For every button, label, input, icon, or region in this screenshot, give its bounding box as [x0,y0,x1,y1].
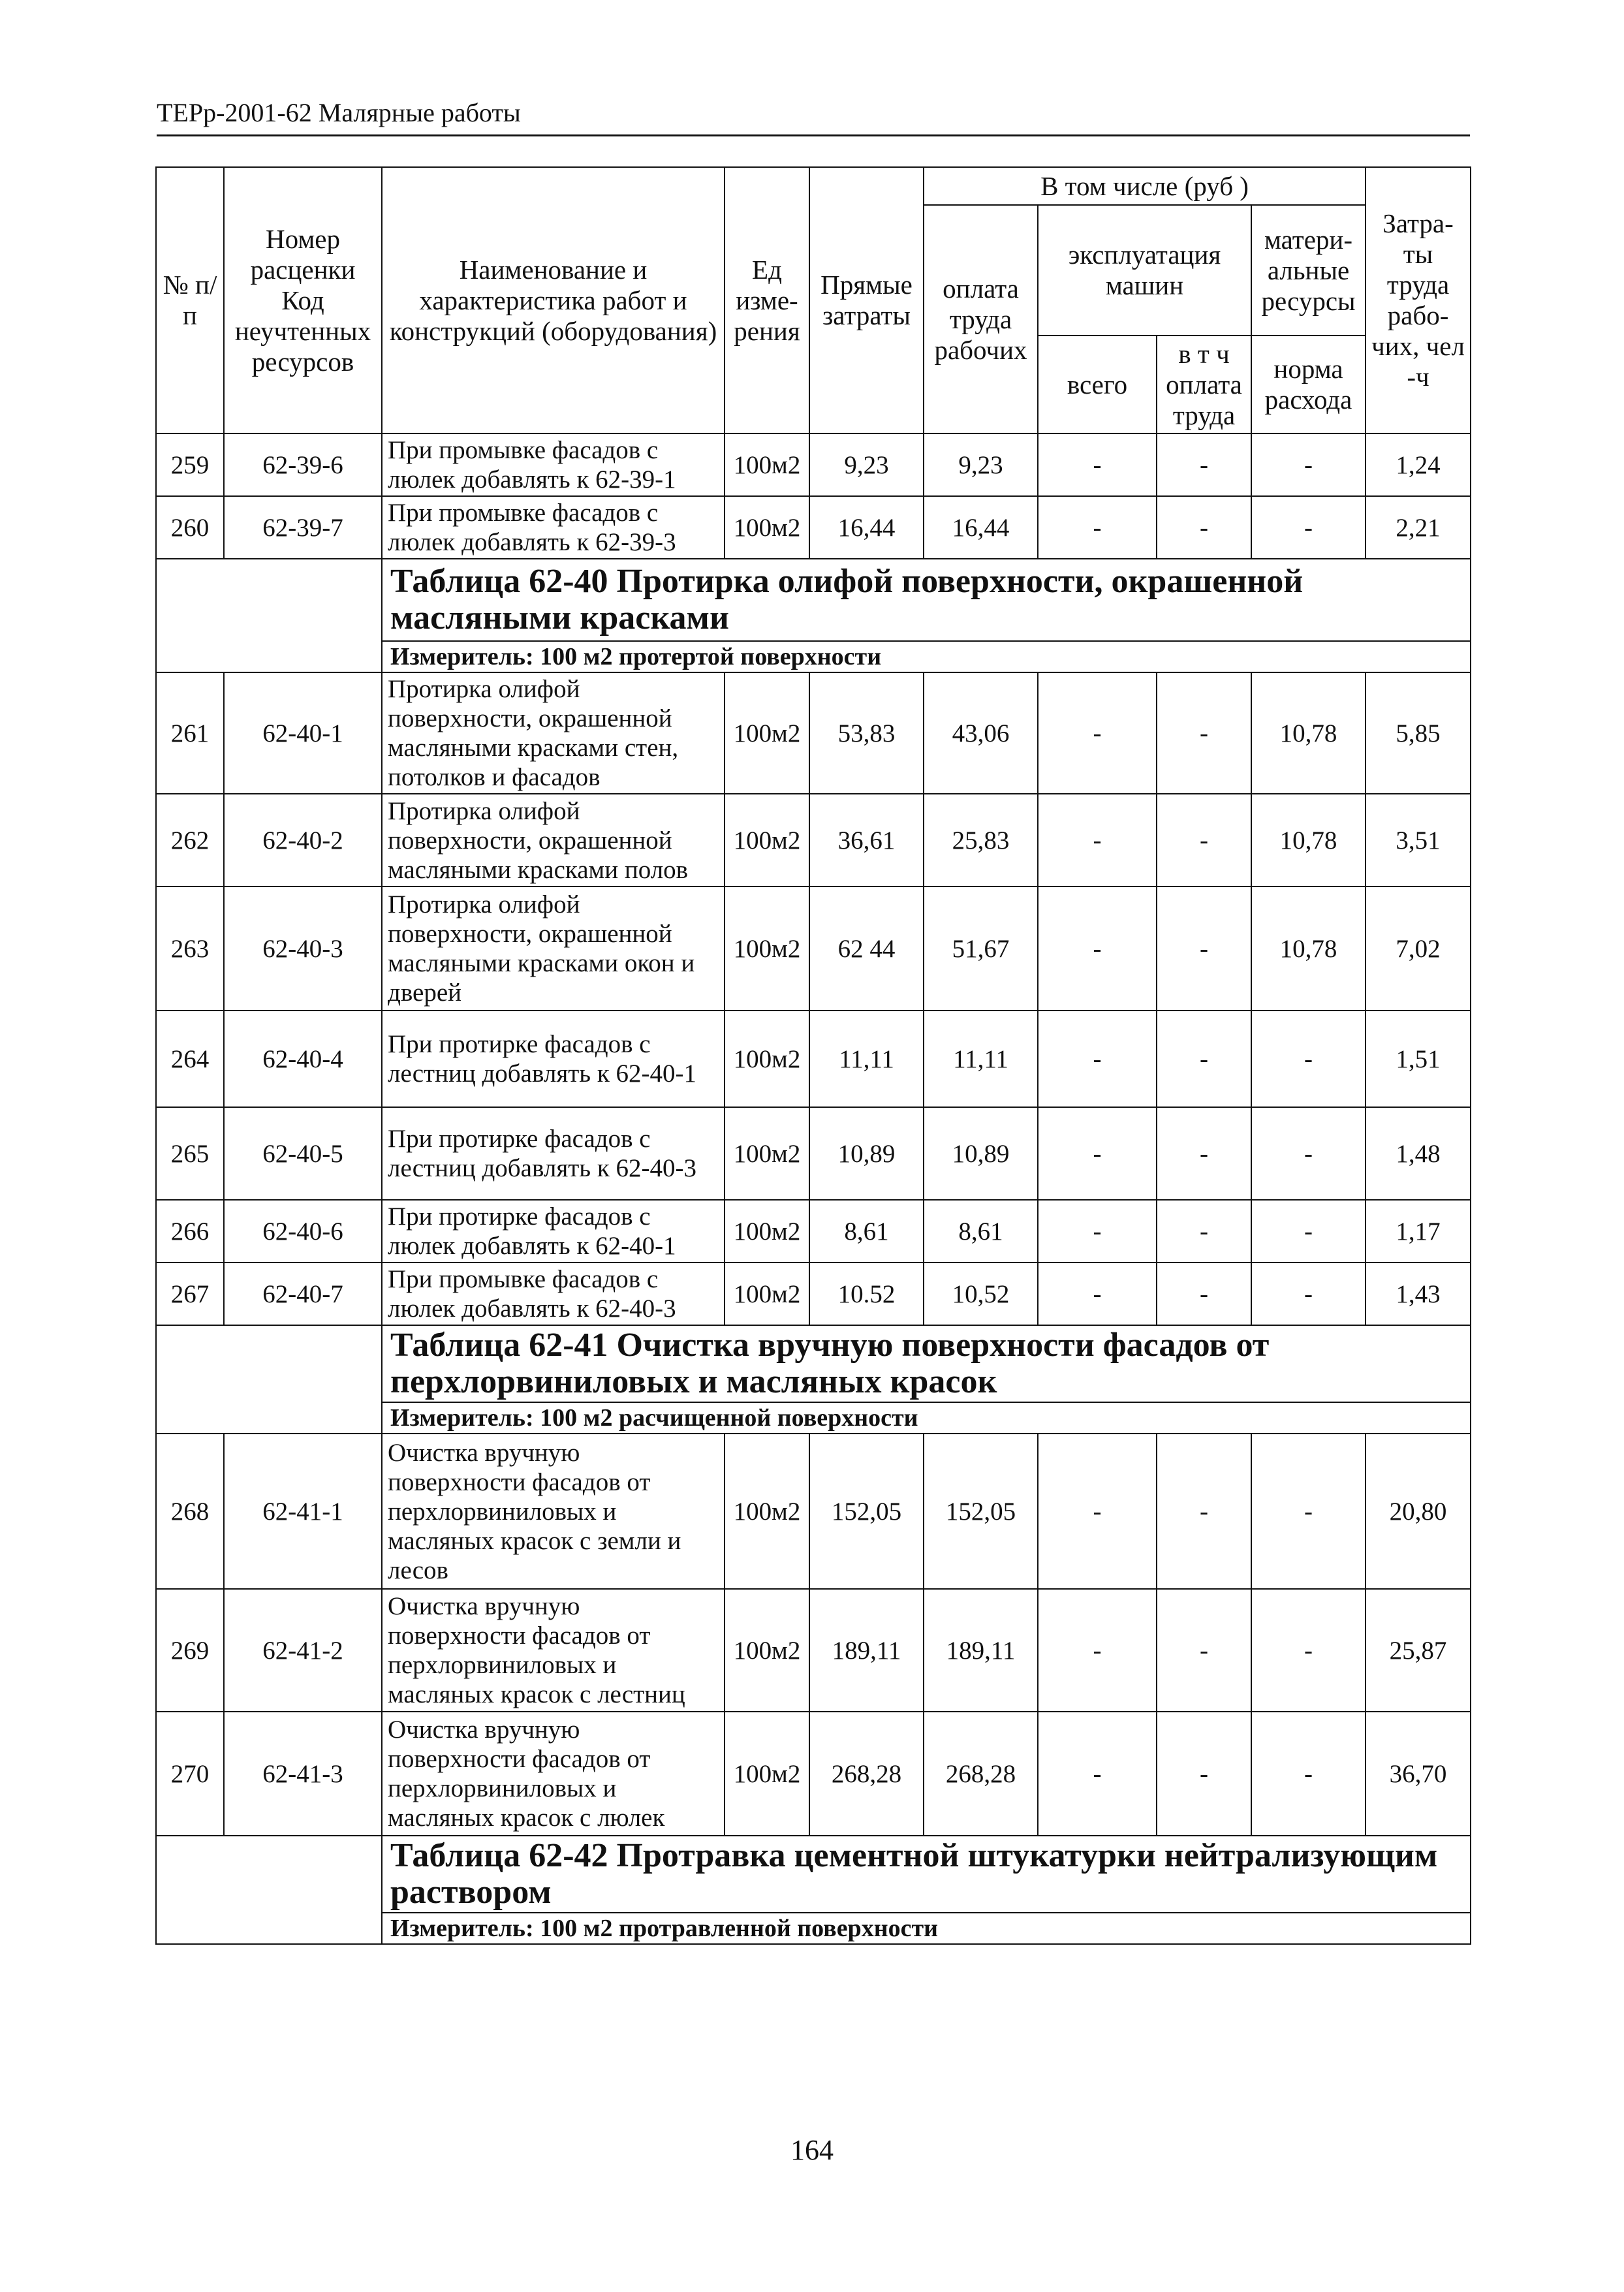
row-code: 62-40-7 [224,1263,382,1325]
row-materials-norm: 10,78 [1251,887,1366,1011]
row-labor-pay: 152,05 [924,1434,1038,1589]
table-row [156,1589,1471,1712]
row-num: 260 [156,496,224,559]
table-row [156,672,1471,794]
section-measure: Измеритель: 100 м2 протертой поверхности [382,641,1471,672]
row-machines-total: - [1038,1107,1157,1200]
col-header-name: Наименование и характеристика работ и конструкций (оборудования) [382,167,725,433]
row-description: Очистка вручную поверхности фасадов от перхлорвиниловых и масляных красок с люлек [382,1712,725,1836]
table-row [156,887,1471,1011]
section-title: Таблица 62-42 Протравка цементной штукатурки нейтрализующим раствором [382,1836,1471,1913]
row-code: 62-41-2 [224,1589,382,1712]
row-labor-pay: 10,52 [924,1263,1038,1325]
row-machines-pay: - [1157,1712,1251,1836]
row-machines-pay: - [1157,887,1251,1011]
row-labor-hours: 1,51 [1366,1011,1471,1107]
row-unit: 100м2 [725,1107,809,1200]
row-unit: 100м2 [725,1011,809,1107]
table-row [156,496,1471,559]
row-description: При протирке фасадов с лестниц добавлять к 62-40-1 [382,1011,725,1107]
row-labor-hours: 1,24 [1366,433,1471,496]
section-title: Таблица 62-41 Очистка вручную поверхности фасадов от перхлорвиниловых и масляных красок [382,1325,1471,1402]
row-direct-cost: 11,11 [809,1011,924,1107]
row-code: 62-41-3 [224,1712,382,1836]
row-description: При промывке фасадов с люлек добавлять к 62-40-3 [382,1263,725,1325]
section-title: Таблица 62-40 Протирка олифой поверхности, окрашенной масляными красками [382,559,1471,641]
col-header-num: № п/п [156,167,224,433]
table-row [156,1434,1471,1589]
col-header-materials-norm: норма расхода [1251,336,1366,433]
row-materials-norm: 10,78 [1251,794,1366,887]
row-unit: 100м2 [725,794,809,887]
row-materials-norm: - [1251,1263,1366,1325]
row-machines-pay: - [1157,1107,1251,1200]
col-header-pay: оплата труда рабочих [924,205,1038,433]
table-row [156,433,1471,496]
table-row [156,794,1471,887]
row-code: 62-41-1 [224,1434,382,1589]
row-labor-hours: 1,43 [1366,1263,1471,1325]
row-machines-pay: - [1157,672,1251,794]
row-labor-hours: 1,17 [1366,1200,1471,1263]
row-machines-total: - [1038,672,1157,794]
col-header-labor: Затра-ты труда рабо-чих, чел -ч [1366,167,1471,433]
row-machines-total: - [1038,1434,1157,1589]
row-num: 267 [156,1263,224,1325]
row-machines-total: - [1038,794,1157,887]
page-number: 164 [790,2134,834,2166]
section-measure: Измеритель: 100 м2 расчищенной поверхности [382,1402,1471,1434]
row-labor-pay: 16,44 [924,496,1038,559]
row-direct-cost: 62 44 [809,887,924,1011]
row-materials-norm: - [1251,1200,1366,1263]
col-header-machines-total: всего [1038,336,1157,433]
row-machines-total: - [1038,1011,1157,1107]
table-row [156,1200,1471,1263]
row-unit: 100м2 [725,1200,809,1263]
row-materials-norm: 10,78 [1251,672,1366,794]
row-labor-pay: 8,61 [924,1200,1038,1263]
row-description: При промывке фасадов с люлек добавлять к 62-39-1 [382,433,725,496]
row-labor-pay: 189,11 [924,1589,1038,1712]
row-labor-pay: 268,28 [924,1712,1038,1836]
col-header-direct: Прямые затраты [809,167,924,433]
row-materials-norm: - [1251,1107,1366,1200]
row-labor-hours: 5,85 [1366,672,1471,794]
row-code: 62-40-3 [224,887,382,1011]
col-header-materials: матери-альные ресурсы [1251,205,1366,336]
row-unit: 100м2 [725,1589,809,1712]
row-machines-total: - [1038,887,1157,1011]
row-labor-hours: 25,87 [1366,1589,1471,1712]
row-labor-pay: 43,06 [924,672,1038,794]
row-direct-cost: 16,44 [809,496,924,559]
row-labor-pay: 9,23 [924,433,1038,496]
row-labor-hours: 20,80 [1366,1434,1471,1589]
row-num: 264 [156,1011,224,1107]
col-header-machines-pay: в т ч оплата труда [1157,336,1251,433]
row-code: 62-40-2 [224,794,382,887]
row-unit: 100м2 [725,1263,809,1325]
row-labor-hours: 2,21 [1366,496,1471,559]
row-code: 62-39-7 [224,496,382,559]
row-code: 62-40-5 [224,1107,382,1200]
row-unit: 100м2 [725,1434,809,1589]
col-header-unit: Ед изме-рения [725,167,809,433]
row-code: 62-40-1 [224,672,382,794]
col-header-code: Номер расценки Код неучтенных ресурсов [224,167,382,433]
row-materials-norm: - [1251,1712,1366,1836]
table-row [156,1263,1471,1325]
section-blank [156,1836,382,1944]
section-measure: Измеритель: 100 м2 протравленной поверхности [382,1913,1471,1944]
col-header-group: В том числе (руб ) [924,167,1366,205]
row-materials-norm: - [1251,496,1366,559]
section-blank [156,1325,382,1434]
row-materials-norm: - [1251,1434,1366,1589]
row-machines-total: - [1038,1200,1157,1263]
row-machines-pay: - [1157,1589,1251,1712]
rates-table [155,166,1471,1945]
row-num: 269 [156,1589,224,1712]
row-machines-total: - [1038,433,1157,496]
row-num: 263 [156,887,224,1011]
table-row [156,1712,1471,1836]
row-unit: 100м2 [725,433,809,496]
page-header: ТЕРр-2001-62 Малярные работы [157,98,1470,136]
row-num: 262 [156,794,224,887]
row-num: 265 [156,1107,224,1200]
row-description: При протирке фасадов с люлек добавлять к 62-40-1 [382,1200,725,1263]
row-labor-hours: 1,48 [1366,1107,1471,1200]
row-machines-total: - [1038,1712,1157,1836]
row-description: Протирка олифой поверхности, окрашенной масляными красками стен, потолков и фасадов [382,672,725,794]
row-labor-hours: 7,02 [1366,887,1471,1011]
col-header-machines: эксплуатация машин [1038,205,1251,336]
row-labor-hours: 36,70 [1366,1712,1471,1836]
row-machines-pay: - [1157,1011,1251,1107]
row-code: 62-39-6 [224,433,382,496]
row-machines-pay: - [1157,1263,1251,1325]
row-materials-norm: - [1251,1589,1366,1712]
row-code: 62-40-4 [224,1011,382,1107]
row-materials-norm: - [1251,1011,1366,1107]
row-num: 268 [156,1434,224,1589]
row-description: При промывке фасадов с люлек добавлять к 62-39-3 [382,496,725,559]
row-machines-total: - [1038,1263,1157,1325]
row-description: Очистка вручную поверхности фасадов от перхлорвиниловых и масляных красок с лестниц [382,1589,725,1712]
section-blank [156,559,382,672]
row-direct-cost: 268,28 [809,1712,924,1836]
row-labor-pay: 51,67 [924,887,1038,1011]
row-machines-pay: - [1157,433,1251,496]
row-direct-cost: 152,05 [809,1434,924,1589]
row-direct-cost: 9,23 [809,433,924,496]
row-direct-cost: 36,61 [809,794,924,887]
row-materials-norm: - [1251,433,1366,496]
row-description: Протирка олифой поверхности, окрашенной масляными красками окон и дверей [382,887,725,1011]
row-code: 62-40-6 [224,1200,382,1263]
row-direct-cost: 189,11 [809,1589,924,1712]
row-labor-pay: 10,89 [924,1107,1038,1200]
row-unit: 100м2 [725,1712,809,1836]
row-machines-pay: - [1157,496,1251,559]
row-machines-pay: - [1157,794,1251,887]
row-unit: 100м2 [725,887,809,1011]
row-labor-pay: 25,83 [924,794,1038,887]
row-description: При протирке фасадов с лестниц добавлять к 62-40-3 [382,1107,725,1200]
row-num: 261 [156,672,224,794]
row-machines-pay: - [1157,1434,1251,1589]
row-machines-pay: - [1157,1200,1251,1263]
table-row [156,1011,1471,1107]
row-direct-cost: 10,89 [809,1107,924,1200]
row-num: 270 [156,1712,224,1836]
row-num: 259 [156,433,224,496]
row-description: Очистка вручную поверхности фасадов от перхлорвиниловых и масляных красок с земли и лесов [382,1434,725,1589]
row-direct-cost: 8,61 [809,1200,924,1263]
row-unit: 100м2 [725,672,809,794]
row-unit: 100м2 [725,496,809,559]
row-num: 266 [156,1200,224,1263]
row-machines-total: - [1038,496,1157,559]
row-description: Протирка олифой поверхности, окрашенной масляными красками полов [382,794,725,887]
row-direct-cost: 53,83 [809,672,924,794]
row-machines-total: - [1038,1589,1157,1712]
table-row [156,1107,1471,1200]
row-labor-hours: 3,51 [1366,794,1471,887]
row-direct-cost: 10.52 [809,1263,924,1325]
row-labor-pay: 11,11 [924,1011,1038,1107]
